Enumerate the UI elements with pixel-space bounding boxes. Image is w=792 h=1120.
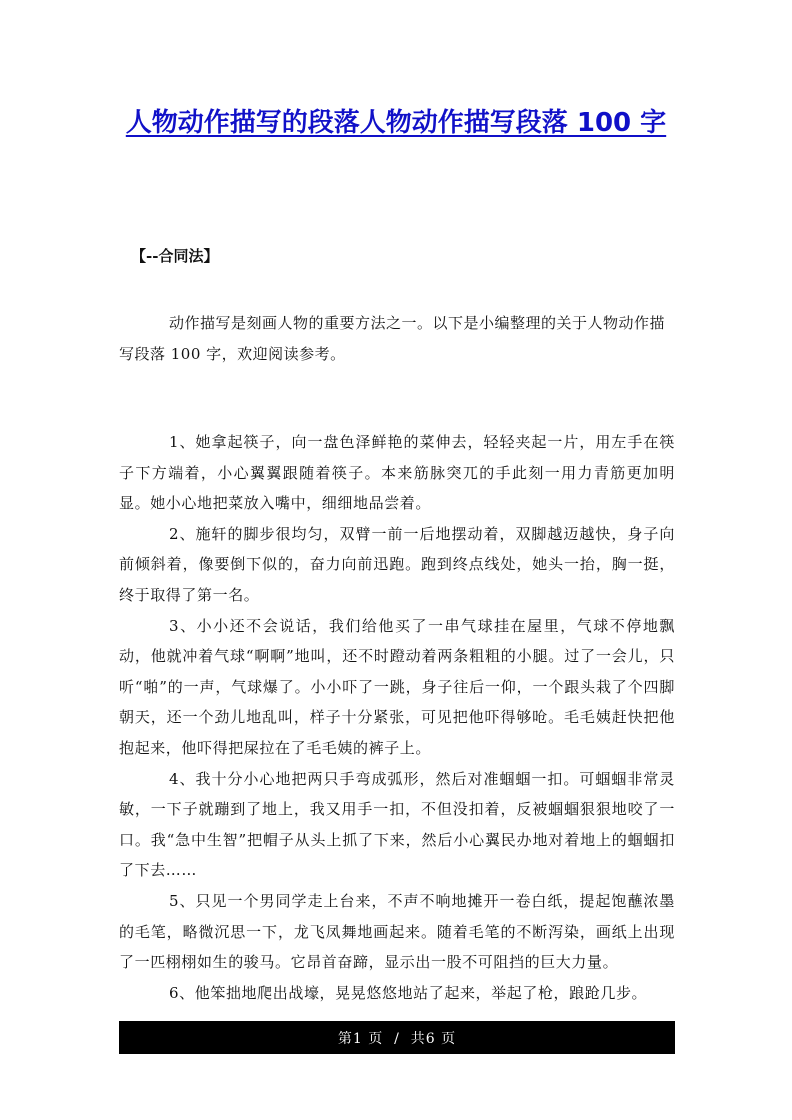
intro-paragraph: 动作描写是刻画人物的重要方法之一。以下是小编整理的关于人物动作描写段落 100 字，欢迎阅读参考。: [119, 314, 666, 363]
paragraph-3: 3、小小还不会说话，我们给他买了一串气球挂在屋里，气球不停地飘动，他就冲着气球“啊啊”地叫，还不时蹬动着两条粗粗的小腿。过了一会儿，只听“啪”的一声，气球爆了。小小吓了一跳，身子往后一仰，一个跟头栽了个四脚朝天，还一个劲儿地乱叫，样子十分紧张，可见把他吓得够呛。毛毛姨赶快把他抱起来，他吓得把屎拉在了毛毛姨的裤子上。: [119, 616, 675, 757]
page-indicator: 第1 页 / 共6 页: [337, 1030, 457, 1047]
paragraph-5: 5、只见一个男同学走上台来，不声不响地摊开一卷白纸，提起饱蘸浓墨的毛笔，略微沉思一下，龙飞凤舞地画起来。随着毛笔的不断泻染，画纸上出现了一匹栩栩如生的骏马。它昂首奋蹄，显示出一股不可阻挡的巨大力量。: [119, 891, 675, 972]
page-footer: [119, 1021, 675, 1054]
paragraph-6: 6、他笨拙地爬出战壕，晃晃悠悠地站了起来，举起了枪，踉跄几步。: [169, 983, 648, 1002]
document-title[interactable]: 人物动作描写的段落人物动作描写段落 100 字: [125, 108, 667, 138]
paragraph-4: 4、我十分小心地把两只手弯成弧形，然后对准蝈蝈一扣。可蝈蝈非常灵敏，一下子就蹦到了地上，我又用手一扣，不但没扣着，反被蝈蝈狠狠地咬了一口。我“急中生智”把帽子从头上抓了下来，然后小心翼民办地对着地上的蝈蝈扣了下去……: [119, 769, 675, 880]
paragraph-2: 2、施轩的脚步很均匀，双臂一前一后地摆动着，双脚越迈越快，身子向前倾斜着，像要倒下似的，奋力向前迅跑。跑到终点线处，她头一抬，胸一挺，终于取得了第一名。: [119, 524, 675, 604]
paragraph-1: 1、她拿起筷子，向一盘色泽鲜艳的菜伸去，轻轻夹起一片，用左手在筷子下方端着，小心翼翼跟随着筷子。本来筋脉突兀的手此刻一用力青筋更加明显。她小心地把菜放入嘴中，细细地品尝着。: [119, 433, 675, 513]
category-tag: 【--合同法】: [131, 247, 219, 265]
body-text: [119, 427, 675, 1008]
